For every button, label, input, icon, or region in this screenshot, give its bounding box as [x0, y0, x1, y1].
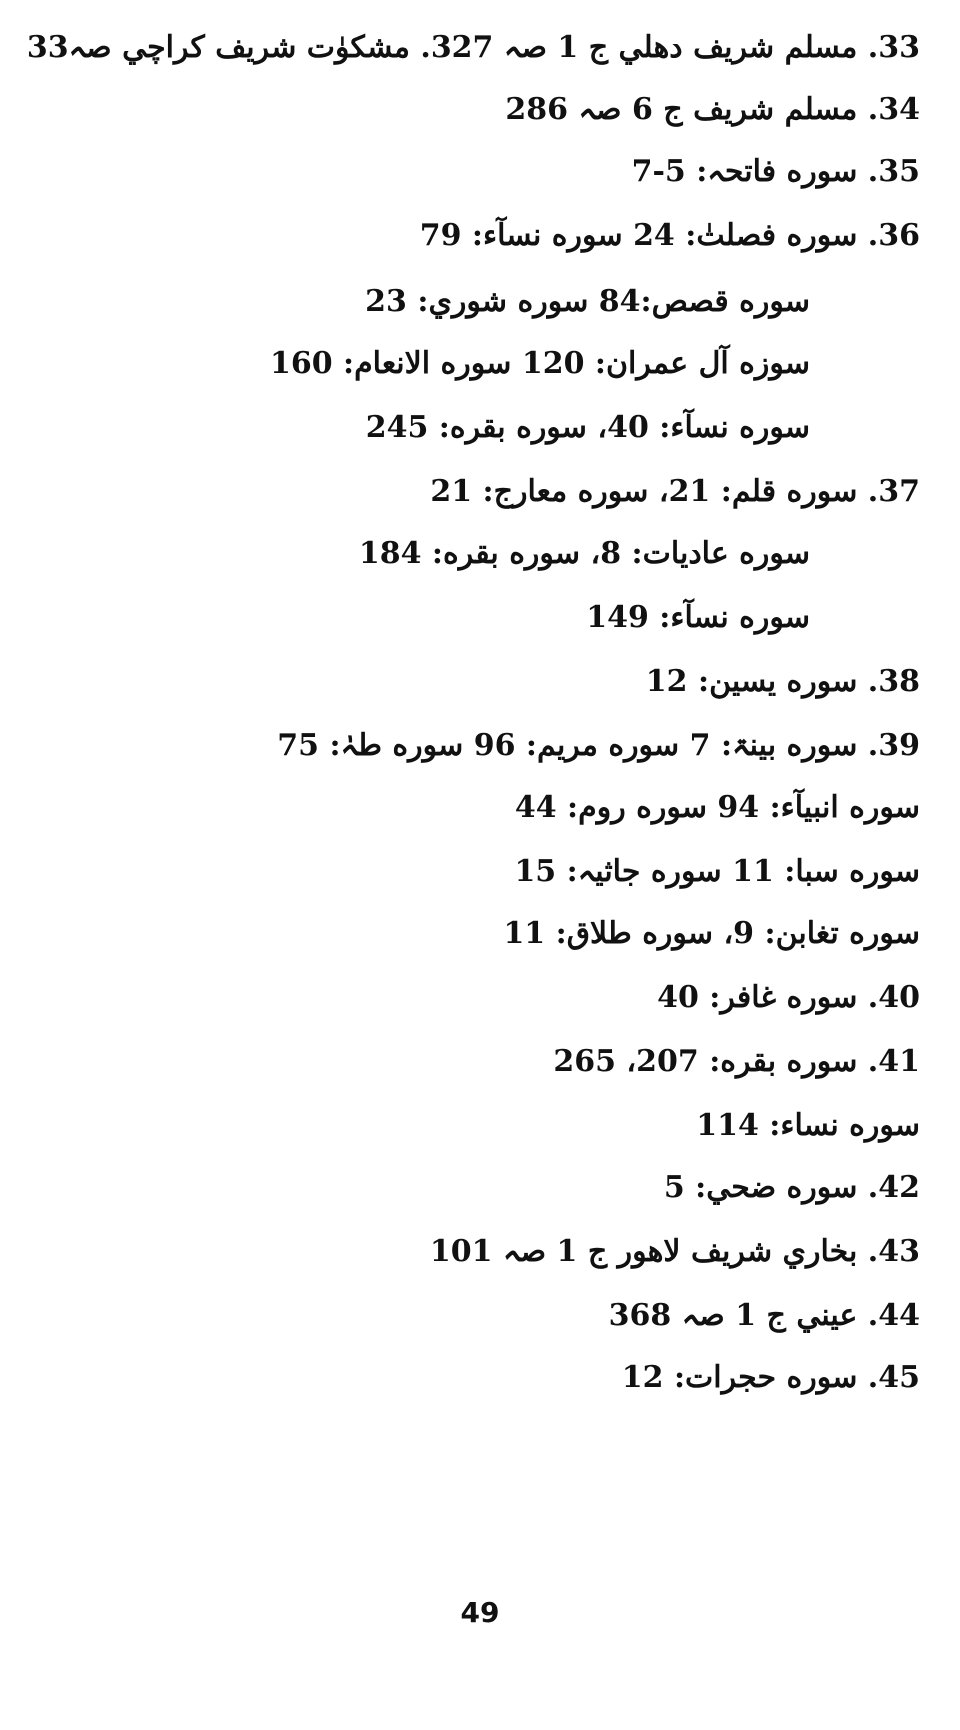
reference-line-44: 44. عيني ج 1 صہ 368 — [608, 1298, 920, 1333]
reference-line-35: 35. سوره فاتحہ: 5-7 — [631, 154, 920, 189]
reference-line-37: 37. سوره قلم: 21، سوره معارج: 21 — [430, 474, 920, 509]
reference-line-40: 40. سوره غافر: 40 — [657, 980, 920, 1015]
reference-line-45: 45. سوره حجرات: 12 — [621, 1360, 920, 1395]
reference-line-41: 41. سوره بقره: 207، 265 — [553, 1044, 920, 1079]
reference-line-42: 42. سوره ضحي: 5 — [663, 1170, 920, 1205]
reference-line-39-cont-2: سوره سبا: 11 سوره جاثيہ: 15 — [514, 854, 920, 889]
reference-line-33: 33. مسلم شريف دهلي ج 1 صہ 327. مشكوٰت شريف كراچي صہ33 — [26, 30, 920, 65]
reference-line-36-cont-1: سوره قصص:84 سوره شوري: 23 — [365, 284, 810, 319]
reference-line-37-cont-1: سوره عاديات: 8، سوره بقره: 184 — [358, 536, 810, 571]
reference-line-38: 38. سوره يسين: 12 — [645, 664, 920, 699]
reference-line-43: 43. بخاري شريف لاهور ج 1 صہ 101 — [429, 1234, 920, 1269]
reference-line-34: 34. مسلم شريف ج 6 صہ 286 — [505, 92, 920, 127]
reference-line-37-cont-2: سوره نسآء: 149 — [586, 600, 810, 635]
reference-line-41-cont-1: سوره نساء: 114 — [696, 1108, 920, 1143]
page-number: 49 — [460, 1596, 500, 1629]
reference-line-39: 39. سوره بينۃ: 7 سوره مريم: 96 سوره طہٰ: 75 — [277, 728, 920, 763]
reference-line-36-cont-3: سوره نسآء: 40، سوره بقره: 245 — [365, 410, 810, 445]
reference-line-39-cont-3: سوره تغابن: 9، سوره طلاق: 11 — [503, 916, 920, 951]
reference-line-39-cont-1: سوره انبيآء: 94 سوره روم: 44 — [514, 790, 920, 825]
reference-line-36: 36. سوره فصلتٰ: 24 سوره نسآء: 79 — [419, 218, 920, 253]
reference-line-36-cont-2: سوزه آل عمران: 120 سوره الانعام: 160 — [269, 346, 810, 381]
